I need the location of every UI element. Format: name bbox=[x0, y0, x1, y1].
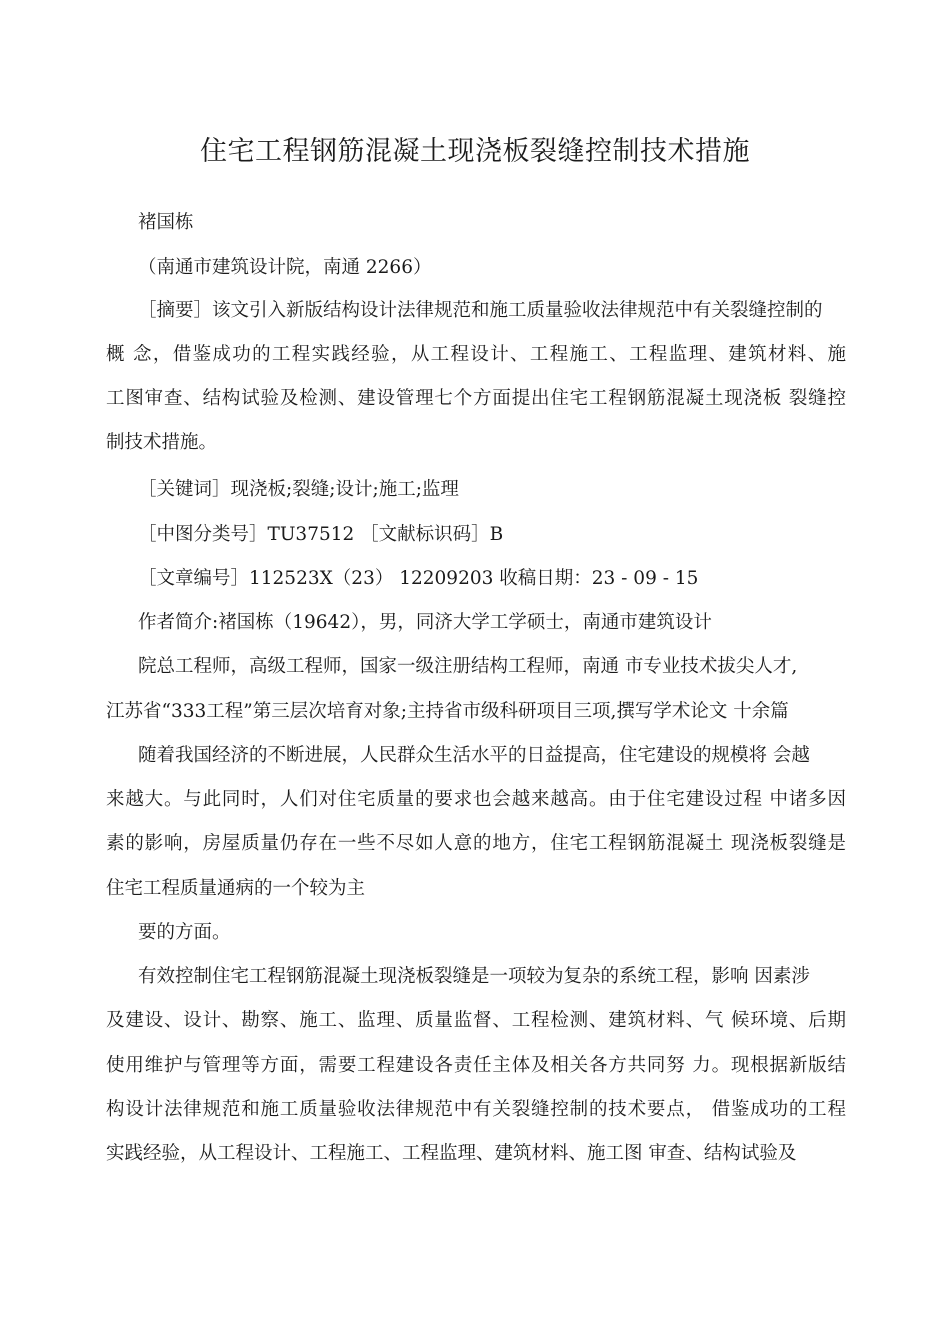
classification-codes: ［中图分类号］TU37512 ［文献标识码］B bbox=[138, 524, 504, 545]
paragraph-line: 住宅工程质量通病的一个较为主 bbox=[106, 878, 366, 899]
document-title: 住宅工程钢筋混凝土现浇板裂缝控制技术措施 bbox=[200, 136, 750, 167]
paragraph-line: 要的方面。 bbox=[138, 922, 231, 943]
article-number: ［文章编号］112523X（23） 12209203 收稿日期：23 - 09 - 15 bbox=[138, 568, 699, 589]
abstract-line: 制技术措施。 bbox=[106, 432, 218, 453]
paragraph-line: 及建设、设计、勘察、施工、监理、质量监督、工程检测、建筑材料、气 候环境、后期 bbox=[106, 1010, 846, 1031]
author-affiliation: （南通市建筑设计院，南通 2266） bbox=[138, 257, 432, 278]
paragraph-line: 使用维护与管理等方面，需要工程建设各责任主体及相关各方共同努 力。现根据新版结 bbox=[106, 1055, 846, 1076]
paragraph-line: 来越大。与此同时，人们对住宅质量的要求也会越来越高。由于住宅建设过程 中诸多因 bbox=[106, 789, 846, 810]
keywords: ［关键词］现浇板;裂缝;设计;施工;监理 bbox=[138, 479, 459, 500]
author-bio-line: 江苏省“333工程”第三层次培育对象;主持省市级科研项目三项,撰写学术论文 十余篇 bbox=[106, 701, 789, 722]
abstract-line: ［摘要］该文引入新版结构设计法律规范和施工质量验收法律规范中有关裂缝控制的 bbox=[138, 300, 823, 321]
paragraph-line: 随着我国经济的不断进展，人民群众生活水平的日益提高，住宅建设的规模将 会越 bbox=[138, 745, 810, 766]
paragraph-line: 有效控制住宅工程钢筋混凝土现浇板裂缝是一项较为复杂的系统工程，影响 因素涉 bbox=[138, 966, 810, 987]
abstract-line: 工图审查、结构试验及检测、建设管理七个方面提出住宅工程钢筋混凝土现浇板 裂缝控 bbox=[106, 388, 846, 409]
abstract-line: 概 念，借鉴成功的工程实践经验，从工程设计、工程施工、工程监理、建筑材料、施 bbox=[106, 344, 846, 365]
paragraph-line: 素的影响，房屋质量仍存在一些不尽如人意的地方，住宅工程钢筋混凝土 现浇板裂缝是 bbox=[106, 833, 846, 854]
paragraph-line: 构设计法律规范和施工质量验收法律规范中有关裂缝控制的技术要点， 借鉴成功的工程 bbox=[106, 1099, 846, 1120]
paragraph-line: 实践经验，从工程设计、工程施工、工程监理、建筑材料、施工图 审查、结构试验及 bbox=[106, 1143, 797, 1164]
author-bio-line: 院总工程师，高级工程师，国家一级注册结构工程师，南通 市专业技术拔尖人才, bbox=[138, 656, 798, 677]
author-name: 褚国栋 bbox=[138, 212, 194, 233]
author-bio-line: 作者简介:褚国栋（19642），男，同济大学工学硕士，南通市建筑设计 bbox=[138, 612, 712, 633]
